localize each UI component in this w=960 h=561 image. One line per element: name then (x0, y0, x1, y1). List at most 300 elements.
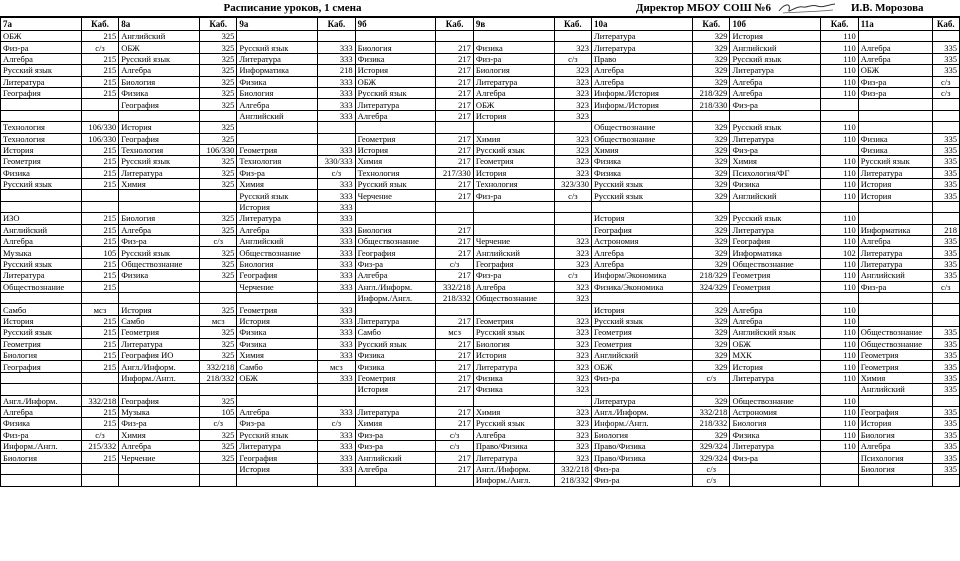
subject-cell (237, 292, 318, 303)
subject-cell: Литература (592, 395, 693, 406)
room-cell: 329 (693, 76, 730, 87)
subject-cell: Геометрия (237, 304, 318, 315)
subject-cell: История (592, 213, 693, 224)
subject-cell: Технология (473, 179, 554, 190)
subject-cell: Английский (858, 270, 932, 281)
room-cell (932, 110, 959, 121)
room-cell: 218 (318, 65, 355, 76)
room-cell: 329 (693, 429, 730, 440)
room-cell: 335 (932, 144, 959, 155)
room-cell: 333 (318, 236, 355, 247)
room-cell: 325 (200, 338, 237, 349)
room-cell: 215 (81, 179, 118, 190)
subject-cell: Физ-ра (119, 236, 200, 247)
subject-cell (1, 292, 82, 303)
subject-cell: Право/Физика (473, 441, 554, 452)
room-cell: 335 (932, 429, 959, 440)
subject-cell: Химия (355, 418, 436, 429)
room-cell: 335 (932, 327, 959, 338)
subject-cell: Алгебра (1, 236, 82, 247)
subject-cell: Физика (473, 42, 554, 53)
room-cell: 323 (554, 327, 591, 338)
class-column-header: 9а (237, 18, 318, 31)
room-cell: 329/324 (693, 441, 730, 452)
room-cell: 329 (693, 190, 730, 201)
subject-cell: Обществознание (730, 395, 821, 406)
subject-cell: ОБЖ (473, 99, 554, 110)
room-cell: 325 (200, 42, 237, 53)
subject-cell: Алгебра (858, 42, 932, 53)
room-cell: 218/329 (693, 270, 730, 281)
subject-cell: История (473, 349, 554, 360)
subject-cell: Геометрия (1, 156, 82, 167)
subject-cell: Алгебра (237, 224, 318, 235)
subject-cell: Русский язык (1, 179, 82, 190)
subject-cell: Астрономия (592, 236, 693, 247)
subject-cell: Обществознание (473, 292, 554, 303)
subject-cell (237, 384, 318, 395)
subject-cell (473, 122, 554, 133)
room-cell: 325 (200, 270, 237, 281)
room-cell: 323 (554, 418, 591, 429)
subject-cell: Литература (1, 76, 82, 87)
subject-cell: Информатика (237, 65, 318, 76)
room-cell: 323 (554, 144, 591, 155)
room-cell: 333 (318, 270, 355, 281)
room-cell: 329 (693, 338, 730, 349)
subject-cell: Литература (119, 338, 200, 349)
room-cell (200, 201, 237, 212)
room-cell: 106/330 (200, 144, 237, 155)
subject-cell: История (473, 110, 554, 121)
subject-cell (858, 201, 932, 212)
room-cell: 329 (693, 395, 730, 406)
subject-cell (858, 475, 932, 486)
signature (775, 0, 845, 16)
room-cell (821, 452, 858, 463)
room-cell: 110 (821, 361, 858, 372)
subject-cell (730, 463, 821, 474)
room-cell: 110 (821, 31, 858, 42)
lesson-row (1, 110, 960, 121)
room-cell: 217 (436, 418, 473, 429)
room-cell: 110 (821, 156, 858, 167)
room-cell: 335 (932, 349, 959, 360)
subject-cell: МХК (730, 349, 821, 360)
room-cell: 325 (200, 87, 237, 98)
room-cell: 323 (554, 338, 591, 349)
room-cell: 333 (318, 372, 355, 383)
subject-cell (473, 213, 554, 224)
room-cell: 333 (318, 338, 355, 349)
room-cell: 323/330 (554, 179, 591, 190)
subject-cell: Русский язык (355, 179, 436, 190)
room-cell: 329 (693, 31, 730, 42)
room-cell (554, 224, 591, 235)
subject-cell: Физика (858, 133, 932, 144)
room-cell (554, 395, 591, 406)
room-cell: 325 (200, 167, 237, 178)
room-cell (200, 281, 237, 292)
room-cell: с/з (436, 429, 473, 440)
subject-cell: История (355, 144, 436, 155)
room-cell: 217 (436, 338, 473, 349)
room-cell: 333 (318, 201, 355, 212)
room-cell (81, 463, 118, 474)
room-cell: 329/324 (693, 452, 730, 463)
room-cell (821, 384, 858, 395)
subject-cell: Химия (730, 156, 821, 167)
subject-cell: Обществознание (592, 133, 693, 144)
room-cell: 217 (436, 99, 473, 110)
subject-cell: История (473, 167, 554, 178)
room-cell: с/з (554, 190, 591, 201)
subject-cell (119, 384, 200, 395)
room-cell: 325 (200, 441, 237, 452)
subject-cell: Литература (237, 441, 318, 452)
subject-cell (1, 201, 82, 212)
subject-cell: Литература (730, 441, 821, 452)
subject-cell: Литература (858, 258, 932, 269)
room-cell: 335 (932, 338, 959, 349)
room-cell: 333 (318, 315, 355, 326)
room-cell: 325 (200, 327, 237, 338)
subject-cell: География (119, 99, 200, 110)
class-column-header: 7а (1, 18, 82, 31)
room-cell: 333 (318, 53, 355, 64)
room-cell: 218/332 (693, 418, 730, 429)
subject-cell (355, 475, 436, 486)
room-cell: 215 (81, 167, 118, 178)
room-cell: 217 (436, 361, 473, 372)
subject-cell: Русский язык (119, 53, 200, 64)
room-cell: 329 (693, 315, 730, 326)
room-cell: с/з (436, 441, 473, 452)
subject-cell: Физика (237, 338, 318, 349)
room-cell (318, 292, 355, 303)
subject-cell: Право/Физика (592, 441, 693, 452)
room-cell: 323 (554, 372, 591, 383)
subject-cell: Музыка (1, 247, 82, 258)
subject-cell: Геометрия (730, 270, 821, 281)
subject-cell: Информатика (730, 247, 821, 258)
room-cell: с/з (436, 258, 473, 269)
lesson-row (1, 213, 960, 224)
subject-cell: Черчение (119, 452, 200, 463)
room-cell: 215 (81, 327, 118, 338)
room-cell: с/з (932, 76, 959, 87)
room-cell: 333 (318, 429, 355, 440)
room-cell: 329 (693, 258, 730, 269)
subject-cell: Химия (858, 372, 932, 383)
room-cell (821, 99, 858, 110)
subject-cell (355, 122, 436, 133)
subject-cell: Технология (1, 133, 82, 144)
room-cell: 323 (554, 452, 591, 463)
subject-cell (119, 110, 200, 121)
room-cell (81, 372, 118, 383)
subject-cell: Информ./Англ. (473, 475, 554, 486)
subject-cell: Черчение (237, 281, 318, 292)
room-cell (81, 475, 118, 486)
room-cell: 329 (693, 327, 730, 338)
subject-cell: Информ./Англ. (355, 292, 436, 303)
subject-cell (473, 224, 554, 235)
subject-cell (730, 292, 821, 303)
subject-cell: ОБЖ (119, 42, 200, 53)
room-column-header: Каб. (932, 18, 959, 31)
subject-cell: Англ./Информ. (355, 281, 436, 292)
subject-cell: Литература (473, 76, 554, 87)
subject-cell: Физика/Экономика (592, 281, 693, 292)
room-cell (81, 190, 118, 201)
subject-cell: География (237, 270, 318, 281)
room-cell (436, 304, 473, 315)
room-cell: 215/332 (81, 441, 118, 452)
room-cell: с/з (200, 236, 237, 247)
room-cell: 217 (436, 65, 473, 76)
room-cell: 323 (554, 292, 591, 303)
subject-cell: Геометрия (858, 361, 932, 372)
lesson-row (1, 201, 960, 212)
subject-cell: Черчение (355, 190, 436, 201)
subject-cell: Алгебра (237, 99, 318, 110)
room-cell: 335 (932, 406, 959, 417)
room-cell (81, 201, 118, 212)
room-cell: 110 (821, 76, 858, 87)
room-cell: 110 (821, 429, 858, 440)
room-cell (436, 395, 473, 406)
room-cell (932, 395, 959, 406)
room-cell: с/з (693, 463, 730, 474)
room-cell: мсз (436, 327, 473, 338)
subject-cell: Русский язык (355, 87, 436, 98)
subject-cell (858, 110, 932, 121)
room-cell: 325 (200, 429, 237, 440)
room-column-header: Каб. (436, 18, 473, 31)
subject-cell: Обществознание (592, 122, 693, 133)
room-cell: с/з (81, 42, 118, 53)
director-title: Директор МБОУ СОШ №6 (635, 2, 771, 14)
room-cell: 335 (932, 42, 959, 53)
lesson-row (1, 327, 960, 338)
subject-cell (1, 463, 82, 474)
subject-cell: Русский язык (1, 258, 82, 269)
subject-cell: Биология (473, 65, 554, 76)
subject-cell: Технология (237, 156, 318, 167)
subject-cell: Биология (1, 349, 82, 360)
lesson-row (1, 418, 960, 429)
subject-cell: Биология (355, 224, 436, 235)
room-cell: 217 (436, 236, 473, 247)
room-cell (932, 213, 959, 224)
subject-cell: Физ-ра (858, 76, 932, 87)
subject-cell: Геометрия (1, 338, 82, 349)
room-cell: 110 (821, 236, 858, 247)
room-cell (318, 475, 355, 486)
room-cell: 329 (693, 53, 730, 64)
room-cell: 325 (200, 122, 237, 133)
subject-cell: Физ-ра (1, 429, 82, 440)
subject-cell: Физ-ра (473, 190, 554, 201)
room-cell: 333 (318, 110, 355, 121)
room-cell: 325 (200, 258, 237, 269)
subject-cell: Физ-ра (592, 475, 693, 486)
room-cell (200, 190, 237, 201)
subject-cell (592, 384, 693, 395)
room-cell: 323 (554, 429, 591, 440)
room-cell: 217 (436, 87, 473, 98)
room-cell: 110 (821, 327, 858, 338)
room-cell: с/з (554, 270, 591, 281)
room-cell: 215 (81, 76, 118, 87)
subject-cell: Английский (592, 349, 693, 360)
class-header-row (1, 18, 960, 31)
subject-cell: Англ./Информ. (1, 395, 82, 406)
room-cell: 215 (81, 213, 118, 224)
room-cell: 217 (436, 133, 473, 144)
room-cell: 110 (821, 65, 858, 76)
room-column-header: Каб. (821, 18, 858, 31)
room-cell: 323 (554, 87, 591, 98)
room-cell (932, 292, 959, 303)
class-column-header: 8а (119, 18, 200, 31)
subject-cell: Алгебра (355, 463, 436, 474)
room-cell: 217 (436, 463, 473, 474)
room-cell (932, 304, 959, 315)
subject-cell: Астрономия (730, 406, 821, 417)
subject-cell: Литература (858, 167, 932, 178)
subject-cell: Право (592, 53, 693, 64)
room-cell: 215 (81, 315, 118, 326)
subject-cell: Физика (237, 76, 318, 87)
subject-cell: Черчение (473, 236, 554, 247)
lesson-row (1, 281, 960, 292)
subject-cell: Физ-ра (473, 53, 554, 64)
schedule-body (1, 31, 960, 487)
subject-cell: Физ-ра (730, 144, 821, 155)
room-cell (821, 201, 858, 212)
room-cell: 110 (821, 304, 858, 315)
subject-cell: Химия (119, 429, 200, 440)
subject-cell: Биология (1, 452, 82, 463)
room-cell (554, 31, 591, 42)
room-cell: 335 (932, 156, 959, 167)
room-cell (318, 133, 355, 144)
room-cell: 325 (200, 156, 237, 167)
room-cell (693, 201, 730, 212)
subject-cell: Геометрия (237, 144, 318, 155)
room-cell: 215 (81, 87, 118, 98)
subject-cell: ОБЖ (355, 76, 436, 87)
subject-cell: Физика (1, 167, 82, 178)
subject-cell (592, 201, 693, 212)
lesson-row (1, 361, 960, 372)
room-cell: 335 (932, 361, 959, 372)
room-column-header: Каб. (318, 18, 355, 31)
room-cell: 329 (693, 42, 730, 53)
subject-cell (355, 213, 436, 224)
lesson-row (1, 247, 960, 258)
room-cell: с/з (693, 372, 730, 383)
subject-cell: Биология (858, 429, 932, 440)
room-column-header: Каб. (200, 18, 237, 31)
subject-cell: Алгебра (592, 65, 693, 76)
lesson-row (1, 270, 960, 281)
subject-cell: Геометрия (858, 349, 932, 360)
room-cell: мсз (81, 304, 118, 315)
lesson-row (1, 349, 960, 360)
room-cell: 215 (81, 452, 118, 463)
room-cell: 329 (693, 179, 730, 190)
subject-cell: История (858, 418, 932, 429)
class-column-header: 11а (858, 18, 932, 31)
subject-cell: Русский язык (473, 144, 554, 155)
room-cell: 110 (821, 133, 858, 144)
subject-cell: История (858, 179, 932, 190)
subject-cell: Геометрия (473, 156, 554, 167)
room-cell: 325 (200, 304, 237, 315)
subject-cell: Алгебра (730, 315, 821, 326)
room-cell: 323 (554, 76, 591, 87)
room-cell: 323 (554, 361, 591, 372)
room-cell: 215 (81, 236, 118, 247)
room-cell: 330/333 (318, 156, 355, 167)
room-cell: 323 (554, 99, 591, 110)
room-cell: 333 (318, 144, 355, 155)
subject-cell: Алгебра (592, 247, 693, 258)
subject-cell: Химия (237, 179, 318, 190)
room-cell: 217 (436, 156, 473, 167)
subject-cell: Алгебра (1, 53, 82, 64)
room-cell (81, 99, 118, 110)
subject-cell: Физика (730, 179, 821, 190)
room-cell: 217 (436, 190, 473, 201)
subject-cell: Геометрия (119, 327, 200, 338)
lesson-row (1, 406, 960, 417)
room-cell: 215 (81, 65, 118, 76)
room-cell: 215 (81, 406, 118, 417)
room-cell: с/з (200, 418, 237, 429)
subject-cell (858, 395, 932, 406)
subject-cell (858, 304, 932, 315)
subject-cell: ОБЖ (858, 65, 932, 76)
subject-cell (858, 99, 932, 110)
subject-cell (1, 99, 82, 110)
room-cell: 217 (436, 406, 473, 417)
room-cell: 217 (436, 315, 473, 326)
room-cell (821, 475, 858, 486)
room-cell: 323 (554, 42, 591, 53)
room-cell: 215 (81, 338, 118, 349)
subject-cell: Русский язык (1, 65, 82, 76)
room-cell: 217 (436, 42, 473, 53)
lesson-row (1, 315, 960, 326)
lesson-row (1, 395, 960, 406)
room-cell: 325 (200, 53, 237, 64)
subject-cell: Алгебра (473, 281, 554, 292)
room-cell: с/з (932, 281, 959, 292)
room-cell: 323 (554, 236, 591, 247)
subject-cell: Самбо (355, 327, 436, 338)
subject-cell (237, 475, 318, 486)
lesson-row (1, 133, 960, 144)
room-cell: 215 (81, 270, 118, 281)
subject-cell: Геометрия (355, 372, 436, 383)
subject-cell: Самбо (237, 361, 318, 372)
subject-cell: Информ./Англ. (1, 441, 82, 452)
subject-cell: Обществознание (119, 258, 200, 269)
